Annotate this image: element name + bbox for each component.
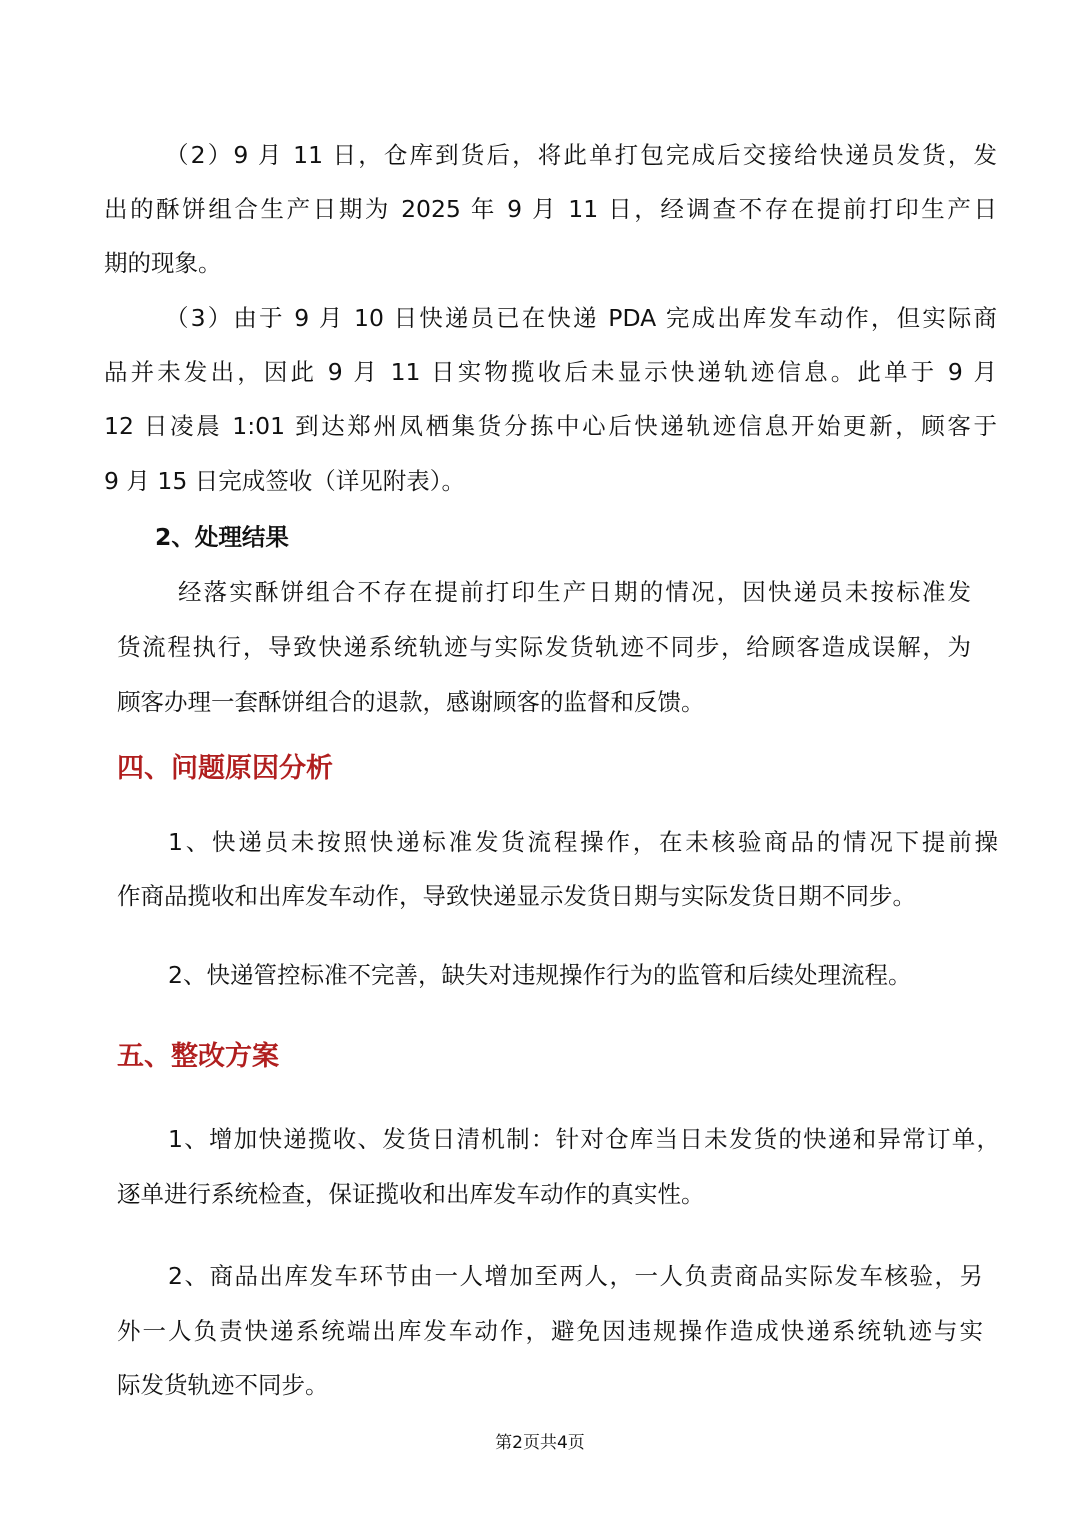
paragraph-line: 1、快递员未按照快递标准发货流程操作，在未核验商品的情况下提前操 — [168, 828, 998, 856]
paragraph-line: 9 月 15 日完成签收（详见附表）。 — [104, 467, 466, 495]
paragraph-line: 经落实酥饼组合不存在提前打印生产日期的情况，因快递员未按标准发 — [178, 578, 971, 606]
page-footer: 第2页共4页 — [495, 1433, 585, 1453]
paragraph-line: 货流程执行，导致快递系统轨迹与实际发货轨迹不同步，给顾客造成误解，为 — [117, 633, 971, 661]
paragraph-line: 2、快递管控标准不完善，缺失对违规操作行为的监管和后续处理流程。 — [168, 961, 912, 989]
section-heading: 四、问题原因分析 — [117, 753, 333, 784]
paragraph-line: 际发货轨迹不同步。 — [117, 1371, 329, 1399]
paragraph-line: 作商品揽收和出库发车动作，导致快递显示发货日期与实际发货日期不同步。 — [117, 882, 916, 910]
paragraph-line: （2）9 月 11 日，仓库到货后，将此单打包完成后交接给快递员发货，发 — [165, 141, 997, 169]
paragraph-line: 12 日凌晨 1:01 到达郑州凤栖集货分拣中心后快递轨迹信息开始更新，顾客于 — [104, 412, 997, 440]
paragraph-line: （3）由于 9 月 10 日快递员已在快递 PDA 完成出库发车动作，但实际商 — [165, 304, 997, 332]
paragraph-line: 期的现象。 — [104, 249, 222, 277]
paragraph-line: 逐单进行系统检查，保证揽收和出库发车动作的真实性。 — [117, 1180, 705, 1208]
paragraph-line: 出的酥饼组合生产日期为 2025 年 9 月 11 日，经调查不存在提前打印生产日 — [104, 195, 997, 223]
section-heading: 五、整改方案 — [117, 1041, 279, 1072]
paragraph-line: 2、商品出库发车环节由一人增加至两人，一人负责商品实际发车核验，另 — [168, 1262, 983, 1290]
paragraph-line: 顾客办理一套酥饼组合的退款，感谢顾客的监督和反馈。 — [117, 688, 705, 716]
paragraph-line: 外一人负责快递系统端出库发车动作，避免因违规操作造成快递系统轨迹与实 — [117, 1317, 983, 1345]
paragraph-line: 1、增加快递揽收、发货日清机制：针对仓库当日未发货的快递和异常订单， — [168, 1125, 1000, 1153]
paragraph-line: 品并未发出，因此 9 月 11 日实物揽收后未显示快递轨迹信息。此单于 9 月 — [104, 358, 997, 386]
subsection-heading: 2、处理结果 — [155, 523, 289, 551]
